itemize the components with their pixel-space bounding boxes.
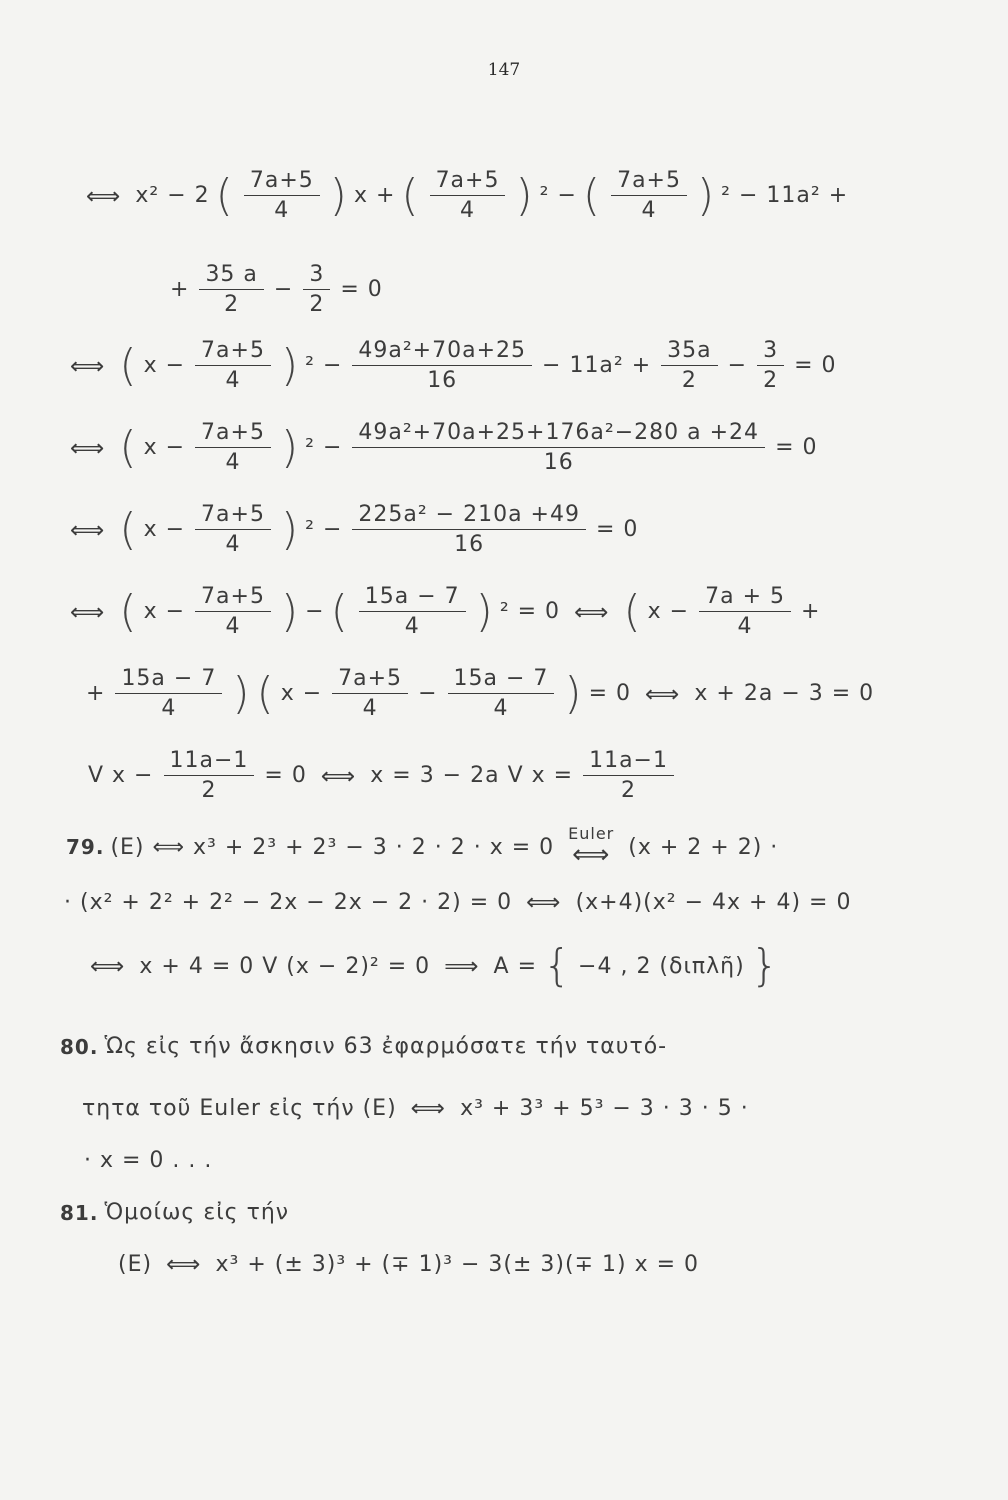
left-paren: (: [119, 421, 138, 473]
right-paren: ): [564, 667, 583, 719]
denominator: 2: [201, 778, 217, 803]
right-paren: ): [515, 169, 534, 221]
right-paren: ): [329, 169, 348, 221]
implies-arrow: ⟹: [444, 952, 480, 980]
expr: · (x² + 2² + 2² − 2x − 2x − 2 · 2) = 0: [64, 889, 513, 915]
left-paren: (: [119, 339, 138, 391]
expr: ² −: [305, 353, 343, 378]
expr: (x+4)(x² − 4x + 4) = 0: [575, 889, 852, 915]
euler-arrow: [568, 826, 614, 868]
numerator: 7a+5: [611, 168, 687, 196]
fraction: [352, 502, 586, 557]
expr: x +: [353, 183, 396, 208]
equation-line-4: [62, 420, 818, 475]
text: Ὡς εἰς τήν ἄσκησιν 63 ἐφαρμόσατε τήν ταυτό-: [104, 1034, 668, 1059]
expr: (E): [118, 1251, 153, 1277]
left-paren: (: [119, 585, 138, 637]
expr: x³ + 3³ + 5³ − 3 · 3 · 5 ·: [460, 1095, 749, 1121]
denominator: 2: [681, 368, 697, 393]
fraction: [611, 168, 687, 223]
denominator: 4: [225, 532, 241, 557]
numerator: 7a+5: [195, 502, 271, 530]
numerator: 15a − 7: [115, 666, 222, 694]
iff-arrow: ⟺: [70, 515, 106, 544]
fraction: [430, 168, 506, 223]
expr: x³ + (± 3)³ + (∓ 1)³ − 3(± 3)(∓ 1) x = 0: [215, 1251, 700, 1277]
right-paren: ): [232, 667, 251, 719]
denominator: 16: [543, 450, 574, 475]
equation-line-2: [170, 262, 383, 317]
denominator: 4: [493, 696, 509, 721]
expr: x −: [143, 517, 186, 542]
numerator: 225a² − 210a +49: [352, 502, 586, 530]
iff-arrow: ⟺: [526, 888, 562, 916]
expr: −: [727, 353, 748, 378]
denominator: 2: [763, 368, 779, 393]
numerator: 7a+5: [195, 420, 271, 448]
equation-line-1: [78, 168, 848, 223]
solution-set: −4 , 2 (διπλῆ): [578, 953, 745, 979]
denominator: 4: [641, 198, 657, 223]
fraction: [332, 666, 408, 721]
page-number: 147: [487, 60, 521, 80]
expr: x + 4 = 0 V (x − 2)² = 0: [139, 953, 431, 979]
denominator: 16: [454, 532, 485, 557]
numerator: 3: [757, 338, 784, 366]
expr: = 0: [775, 435, 818, 460]
denominator: 4: [225, 450, 241, 475]
equation-line-6: [62, 584, 820, 639]
expr: x + 2a − 3 = 0: [694, 681, 875, 706]
left-paren: (: [256, 667, 275, 719]
exercise-79-line-3: [82, 940, 780, 991]
left-paren: (: [215, 169, 234, 221]
left-brace: {: [543, 940, 573, 991]
fraction: [199, 262, 263, 317]
expr: +: [170, 277, 190, 302]
fraction: [757, 338, 784, 393]
expr: ² −: [305, 517, 343, 542]
iff-arrow: ⟺: [90, 952, 126, 980]
denominator: 4: [404, 614, 420, 639]
iff-arrow: ⟺: [645, 679, 681, 708]
expr: V x −: [88, 763, 154, 788]
right-paren: ): [280, 503, 300, 555]
numerator: 15a − 7: [359, 584, 466, 612]
expr: = 0: [794, 353, 837, 378]
exercise-81-line-2: [118, 1250, 699, 1278]
exercise-81-line-1: [60, 1200, 289, 1226]
fraction: [195, 420, 271, 475]
expr: ² = 0: [499, 599, 561, 624]
left-paren: (: [330, 585, 349, 637]
expr: ² −: [539, 183, 577, 208]
text: Ὁμοίως εἰς τήν: [104, 1200, 290, 1225]
iff-arrow: ⟺: [572, 840, 611, 870]
left-paren: (: [623, 585, 642, 637]
right-brace: }: [750, 940, 780, 991]
numerator: 11a−1: [583, 748, 674, 776]
equation-line-8: [88, 748, 678, 803]
expr: = 0: [340, 277, 383, 302]
expr: −: [305, 599, 325, 624]
exercise-80-line-1: [60, 1034, 667, 1060]
denominator: 2: [224, 292, 240, 317]
denominator: 2: [309, 292, 325, 317]
numerator: 11a−1: [164, 748, 255, 776]
exercise-number: 80.: [60, 1034, 99, 1059]
expr: x −: [647, 599, 690, 624]
fraction: [448, 666, 555, 721]
left-paren: (: [582, 169, 602, 221]
iff-arrow: ⟺: [320, 761, 357, 790]
numerator: 35 a: [199, 262, 263, 290]
denominator: 4: [225, 368, 241, 393]
iff-arrow: ⟺: [574, 597, 610, 626]
expr: x² − 2: [135, 183, 210, 208]
expr: x −: [143, 599, 186, 624]
iff-arrow: ⟺: [70, 351, 106, 380]
expr: A =: [493, 953, 538, 979]
iff-arrow: ⟺: [70, 597, 106, 626]
exercise-79-line-2: [64, 888, 851, 916]
expr: x −: [143, 353, 186, 378]
expr: ² − 11a² +: [721, 183, 849, 208]
exercise-number: 79.: [66, 835, 105, 859]
text: · x = 0 . . .: [84, 1148, 213, 1173]
exercise-80-line-3: [84, 1148, 212, 1173]
right-paren: ): [280, 421, 300, 473]
fraction: [352, 420, 765, 475]
fraction: [195, 502, 271, 557]
expr: ² −: [305, 435, 343, 460]
numerator: 7a+5: [244, 168, 320, 196]
expr: − 11a² +: [542, 353, 652, 378]
numerator: 49a²+70a+25: [352, 338, 532, 366]
expr: (E) ⟺ x³ + 2³ + 2³ − 3 · 2 · 2 · x = 0: [110, 834, 555, 860]
expr: (x + 2 + 2) ·: [628, 834, 779, 860]
expr: +: [801, 599, 821, 624]
numerator: 7a+5: [430, 168, 506, 196]
numerator: 7a+5: [332, 666, 408, 694]
fraction: [195, 338, 271, 393]
expr: −: [418, 681, 438, 706]
fraction: [352, 338, 532, 393]
iff-arrow: ⟺: [70, 433, 106, 462]
arrow-label: Euler: [568, 824, 615, 843]
right-paren: ): [280, 585, 300, 637]
denominator: 2: [621, 778, 637, 803]
equation-line-7: [86, 666, 874, 721]
fraction: [661, 338, 717, 393]
fraction: [195, 584, 271, 639]
fraction: [244, 168, 320, 223]
denominator: 4: [161, 696, 177, 721]
left-paren: (: [119, 503, 138, 555]
iff-arrow: ⟺: [86, 181, 122, 210]
equation-line-5: [62, 502, 638, 557]
left-paren: (: [401, 169, 420, 221]
fraction: [359, 584, 466, 639]
numerator: 7a+5: [195, 584, 271, 612]
exercise-80-line-2: [82, 1094, 749, 1122]
numerator: 7a + 5: [699, 584, 791, 612]
expr: x −: [280, 681, 323, 706]
exercise-number: 81.: [60, 1200, 99, 1225]
fraction: [699, 584, 791, 639]
expr: +: [86, 681, 106, 706]
expr: x −: [143, 435, 186, 460]
numerator: 15a − 7: [448, 666, 555, 694]
numerator: 35a: [661, 338, 717, 366]
numerator: 3: [303, 262, 330, 290]
expr: = 0: [595, 517, 639, 542]
denominator: 4: [362, 696, 378, 721]
right-paren: ): [280, 339, 300, 391]
denominator: 16: [427, 368, 458, 393]
exercise-79-line-1: [66, 826, 778, 868]
numerator: 49a²+70a+25+176a²−280 a +24: [352, 420, 765, 448]
fraction: [583, 748, 674, 803]
expr: = 0: [264, 763, 307, 788]
expr: x = 3 − 2a V x =: [370, 763, 574, 788]
denominator: 4: [274, 198, 290, 223]
text: τητα τοῦ Euler εἰς τήν (E): [82, 1095, 397, 1121]
iff-arrow: ⟺: [410, 1094, 447, 1122]
denominator: 4: [460, 198, 476, 223]
fraction: [303, 262, 330, 317]
denominator: 4: [225, 614, 241, 639]
numerator: 7a+5: [195, 338, 271, 366]
iff-arrow: ⟺: [166, 1250, 202, 1278]
fraction: [115, 666, 222, 721]
right-paren: ): [697, 169, 716, 221]
equation-line-3: [62, 338, 837, 393]
expr: = 0: [588, 681, 632, 706]
right-paren: ): [475, 585, 494, 637]
expr: −: [273, 277, 294, 302]
denominator: 4: [737, 614, 753, 639]
fraction: [164, 748, 255, 803]
